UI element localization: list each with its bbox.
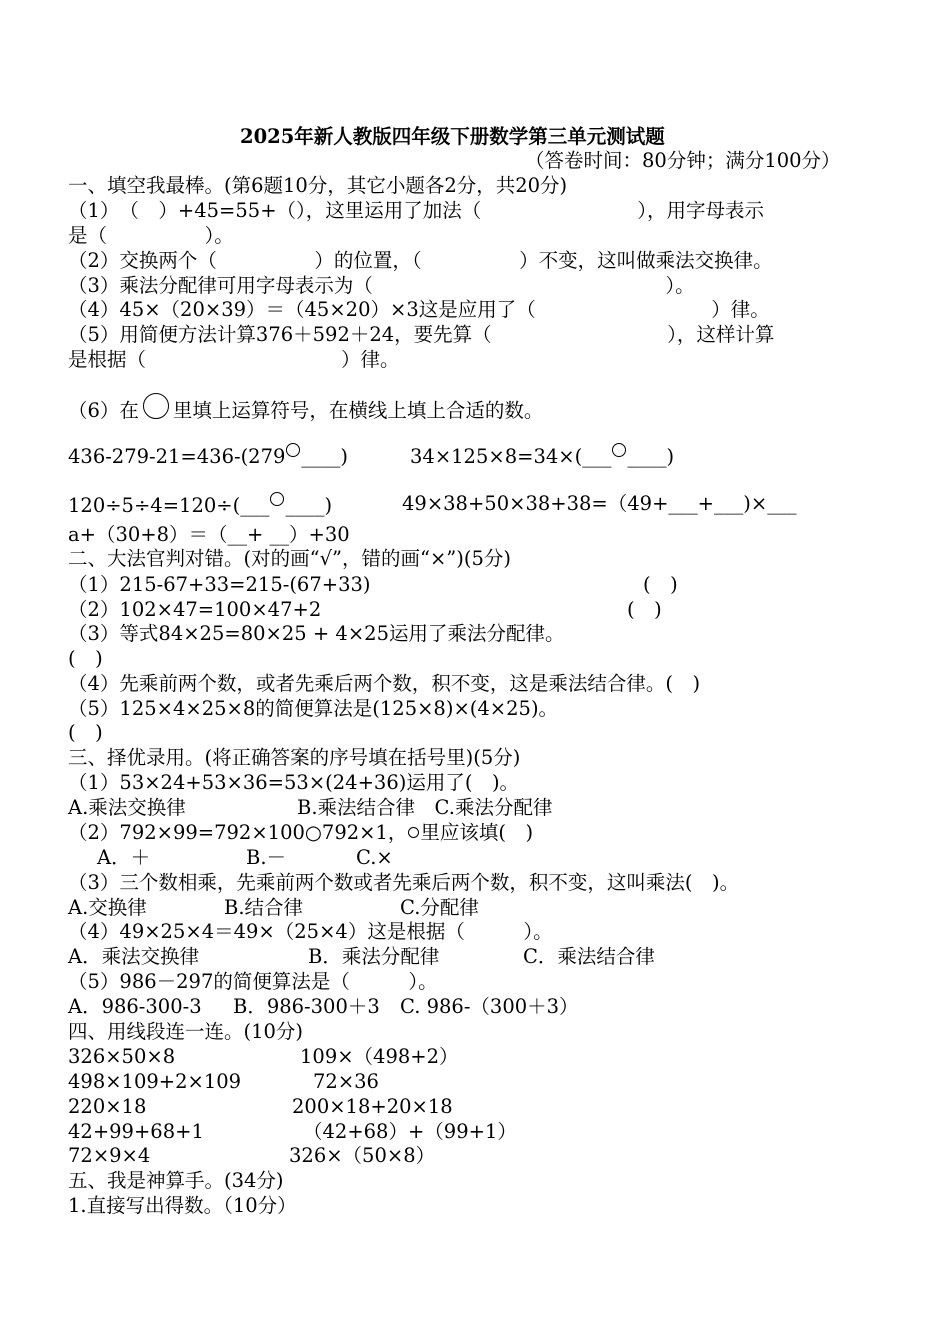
s2-question-2: （2）102×47=100×47+2 <box>68 598 322 621</box>
s3-question-5: （5）986－297的简便算法是（ ）。 <box>68 970 438 993</box>
s1-question-5-cont: 是根据（ ）律。 <box>68 348 400 371</box>
s3-question-1: （1）53×24+53×36=53×(24+36)运用了( )。 <box>68 771 520 794</box>
match-left-item: 498×109+2×109 <box>68 1070 242 1093</box>
s1-question-4: （4）45×（20×39）＝（45×20）×3这是应用了（ ）律。 <box>68 298 770 321</box>
s3-question-4: （4）49×25×4＝49×（25×4）这是根据（ ）。 <box>68 920 553 943</box>
s3-q2-option-c: C.× <box>356 846 393 869</box>
s2-question-3: （3）等式84×25=80×25 + 4×25运用了乘法分配律。 <box>68 622 565 645</box>
circle-icon <box>143 393 169 419</box>
s1-question-1: （1） （ ）+45=55+（），这里运用了加法（ ），用字母表示 <box>68 199 765 222</box>
match-left-item: 326×50×8 <box>68 1045 176 1068</box>
s3-q5-option-b: B．986-300＋3 <box>233 995 380 1018</box>
s2-question-4: （4）先乘前两个数，或者先乘后两个数，积不变，这是乘法结合律。( ) <box>68 672 701 695</box>
section-3-heading: 三、择优录用。(将正确答案的序号填在括号里)(5分) <box>68 746 521 769</box>
match-right-item: 72×36 <box>313 1070 379 1093</box>
s1-question-1-cont: 是（ ）。 <box>68 224 234 247</box>
match-left-item: 72×9×4 <box>68 1144 151 1167</box>
s3-q4-option-b: B．乘法分配律 <box>308 945 440 968</box>
page-title: 2025年新人教版四年级下册数学第三单元测试题 <box>240 125 665 148</box>
s1-equation-2a: 120÷5÷4=120÷(___ ____) <box>68 494 333 517</box>
s3-q3-option-c: C.分配律 <box>400 896 479 919</box>
s3-q3-option-a: A.交换律 <box>68 896 147 919</box>
s3-q1-options-bc: B.乘法结合律 C.乘法分配律 <box>297 796 553 819</box>
match-right-item: 326×（50×8） <box>289 1144 436 1167</box>
s3-q4-option-c: C．乘法结合律 <box>523 945 655 968</box>
match-left-item: 42+99+68+1 <box>68 1120 204 1143</box>
section-2-heading: 二、大法官判对错。(对的画“√”，错的画“×”)(5分) <box>68 547 511 570</box>
match-left-item: 220×18 <box>68 1095 147 1118</box>
section-4-heading: 四、用线段连一连。(10分) <box>68 1020 304 1043</box>
s2-answer-paren-5: ( ) <box>68 721 103 744</box>
s1-question-6: （6）在 里填上运算符号，在横线上填上合适的数。 <box>68 393 543 423</box>
s2-question-5: （5）125×4×25×8的简便算法是(125×8)×(4×25)。 <box>68 697 559 720</box>
s1-equation-1b: 34×125×8=34×(___ ____) <box>410 445 675 468</box>
s1-equation-3: a+（30+8）＝（__+ __）+30 <box>68 523 350 546</box>
s3-q2-option-a: A．＋ <box>97 846 151 869</box>
s2-answer-paren-2: ( ) <box>627 598 662 621</box>
circle-icon <box>286 443 300 457</box>
s3-q3-option-b: B.结合律 <box>224 896 304 919</box>
s1-question-2: （2）交换两个（ ）的位置，（ ）不变，这叫做乘法交换律。 <box>68 249 773 272</box>
s5-subheading-1: 1.直接写出得数。（10分） <box>68 1194 297 1217</box>
section-1-heading: 一、填空我最棒。(第6题10分，其它小题各2分，共20分) <box>68 174 568 197</box>
s2-answer-paren-3: ( ) <box>68 647 103 670</box>
circle-icon <box>612 443 626 457</box>
s1-question-3: （3）乘法分配律可用字母表示为（ ）。 <box>68 274 695 297</box>
s3-question-3: （3）三个数相乘，先乘前两个数或者先乘后两个数，积不变，这叫乘法( )。 <box>68 871 740 894</box>
s1-equation-1a: 436-279-21=436-(279 ____) <box>68 445 349 468</box>
circle-icon <box>408 827 419 838</box>
s3-question-2: （2）792×99=792×100○792×1， 里应该填( ) <box>68 821 534 844</box>
match-right-item: （42+68）+（99+1） <box>303 1120 517 1143</box>
s3-q2-option-b: B.－ <box>246 846 287 869</box>
s2-answer-paren-1: ( ) <box>643 573 678 596</box>
s1-question-5: （5）用简便方法计算376＋592＋24，要先算（ ），这样计算 <box>68 323 775 346</box>
exam-info: （答卷时间：80分钟；满分100分） <box>525 149 841 172</box>
s2-question-1: （1）215-67+33=215-(67+33) <box>68 573 371 596</box>
match-right-item: 200×18+20×18 <box>292 1095 453 1118</box>
section-5-heading: 五、我是神算手。(34分) <box>68 1169 284 1192</box>
s1-equation-2b: 49×38+50×38+38=（49+___+___)×___ <box>402 492 797 515</box>
s3-q4-option-a: A．乘法交换律 <box>68 945 200 968</box>
s3-q5-option-a: A．986-300-3 <box>68 995 202 1018</box>
s3-q1-option-a: A.乘法交换律 <box>68 796 186 819</box>
circle-icon <box>270 492 284 506</box>
match-right-item: 109×（498+2） <box>300 1045 459 1068</box>
s3-q5-option-c: C. 986-（300＋3） <box>400 995 579 1018</box>
